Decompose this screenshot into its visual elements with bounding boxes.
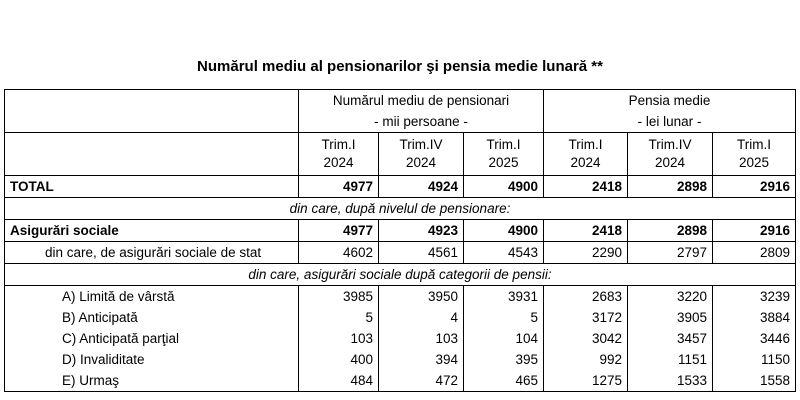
header-blank bbox=[5, 90, 299, 112]
cell: 3446 bbox=[713, 328, 796, 349]
table-row-category bbox=[5, 307, 796, 328]
cell: 2809 bbox=[713, 242, 796, 264]
cell: 2797 bbox=[628, 242, 713, 264]
cell: 4561 bbox=[379, 242, 464, 264]
cell: 1151 bbox=[628, 349, 713, 370]
header-periods-row bbox=[5, 133, 796, 176]
header-pensioners-title: Numărul mediu de pensionari bbox=[299, 90, 544, 112]
cell: 2683 bbox=[544, 286, 628, 308]
cell: 1150 bbox=[713, 349, 796, 370]
cell: 992 bbox=[544, 349, 628, 370]
table-row-category bbox=[5, 349, 796, 370]
cell: 1558 bbox=[713, 370, 796, 392]
row-label: din care, de asigurări sociale de stat bbox=[5, 242, 299, 264]
cell: 2916 bbox=[713, 220, 796, 242]
cell: 4923 bbox=[379, 220, 464, 242]
cell: 1275 bbox=[544, 370, 628, 392]
table-title: Numărul mediu al pensionarilor şi pensia medie lunară ** bbox=[197, 58, 603, 75]
cell: 3042 bbox=[544, 328, 628, 349]
subheader-row bbox=[5, 198, 796, 220]
table-row-category bbox=[5, 328, 796, 349]
cell: 2418 bbox=[544, 220, 628, 242]
cell: 4924 bbox=[379, 176, 464, 198]
table-row-category bbox=[5, 286, 796, 308]
cell: 3457 bbox=[628, 328, 713, 349]
row-label: C) Anticipată parţial bbox=[5, 328, 299, 349]
cell: 400 bbox=[299, 349, 379, 370]
cell: 3884 bbox=[713, 307, 796, 328]
cell: 4900 bbox=[464, 176, 544, 198]
cell: 4543 bbox=[464, 242, 544, 264]
header-pension-unit: - lei lunar - bbox=[544, 111, 796, 133]
cell: 2916 bbox=[713, 176, 796, 198]
header-pension-title: Pensia medie bbox=[544, 90, 796, 112]
header-row-2 bbox=[5, 111, 796, 133]
row-label: Asigurări sociale bbox=[5, 220, 299, 242]
cell: 3985 bbox=[299, 286, 379, 308]
header-blank bbox=[5, 111, 299, 133]
cell: 394 bbox=[379, 349, 464, 370]
period-header: Trim.IV 2024 bbox=[379, 133, 464, 176]
header-blank bbox=[5, 133, 299, 176]
cell: 3931 bbox=[464, 286, 544, 308]
cell: 5 bbox=[464, 307, 544, 328]
table-row-category bbox=[5, 370, 796, 392]
subheader-row bbox=[5, 264, 796, 286]
cell: 4977 bbox=[299, 220, 379, 242]
cell: 484 bbox=[299, 370, 379, 392]
period-header: Trim.I 2024 bbox=[544, 133, 628, 176]
row-label: D) Invaliditate bbox=[5, 349, 299, 370]
cell: 3220 bbox=[628, 286, 713, 308]
cell: 2418 bbox=[544, 176, 628, 198]
row-label: E) Urmaş bbox=[5, 370, 299, 392]
row-label: B) Anticipată bbox=[5, 307, 299, 328]
period-header: Trim.I 2025 bbox=[713, 133, 796, 176]
cell: 2898 bbox=[628, 176, 713, 198]
cell: 465 bbox=[464, 370, 544, 392]
subheader-level: din care, după nivelul de pensionare: bbox=[5, 198, 796, 220]
period-header: Trim.I 2024 bbox=[299, 133, 379, 176]
pension-table bbox=[4, 89, 796, 392]
cell: 2898 bbox=[628, 220, 713, 242]
cell: 4977 bbox=[299, 176, 379, 198]
header-pensioners-unit: - mii persoane - bbox=[299, 111, 544, 133]
row-label: A) Limită de vârstă bbox=[5, 286, 299, 308]
subheader-category: din care, asigurări sociale după categorii de pensii: bbox=[5, 264, 796, 286]
cell: 4 bbox=[379, 307, 464, 328]
period-header: Trim.IV 2024 bbox=[628, 133, 713, 176]
cell: 103 bbox=[299, 328, 379, 349]
cell: 3239 bbox=[713, 286, 796, 308]
cell: 103 bbox=[379, 328, 464, 349]
cell: 2290 bbox=[544, 242, 628, 264]
cell: 4900 bbox=[464, 220, 544, 242]
cell: 3950 bbox=[379, 286, 464, 308]
cell: 395 bbox=[464, 349, 544, 370]
row-label: TOTAL bbox=[5, 176, 299, 198]
cell: 3172 bbox=[544, 307, 628, 328]
cell: 4602 bbox=[299, 242, 379, 264]
table-row-social-insurance bbox=[5, 220, 796, 242]
period-header: Trim.I 2025 bbox=[464, 133, 544, 176]
cell: 104 bbox=[464, 328, 544, 349]
cell: 1533 bbox=[628, 370, 713, 392]
table-row-state bbox=[5, 242, 796, 264]
cell: 5 bbox=[299, 307, 379, 328]
cell: 472 bbox=[379, 370, 464, 392]
cell: 3905 bbox=[628, 307, 713, 328]
header-row-1 bbox=[5, 90, 796, 112]
table-row-total bbox=[5, 176, 796, 198]
